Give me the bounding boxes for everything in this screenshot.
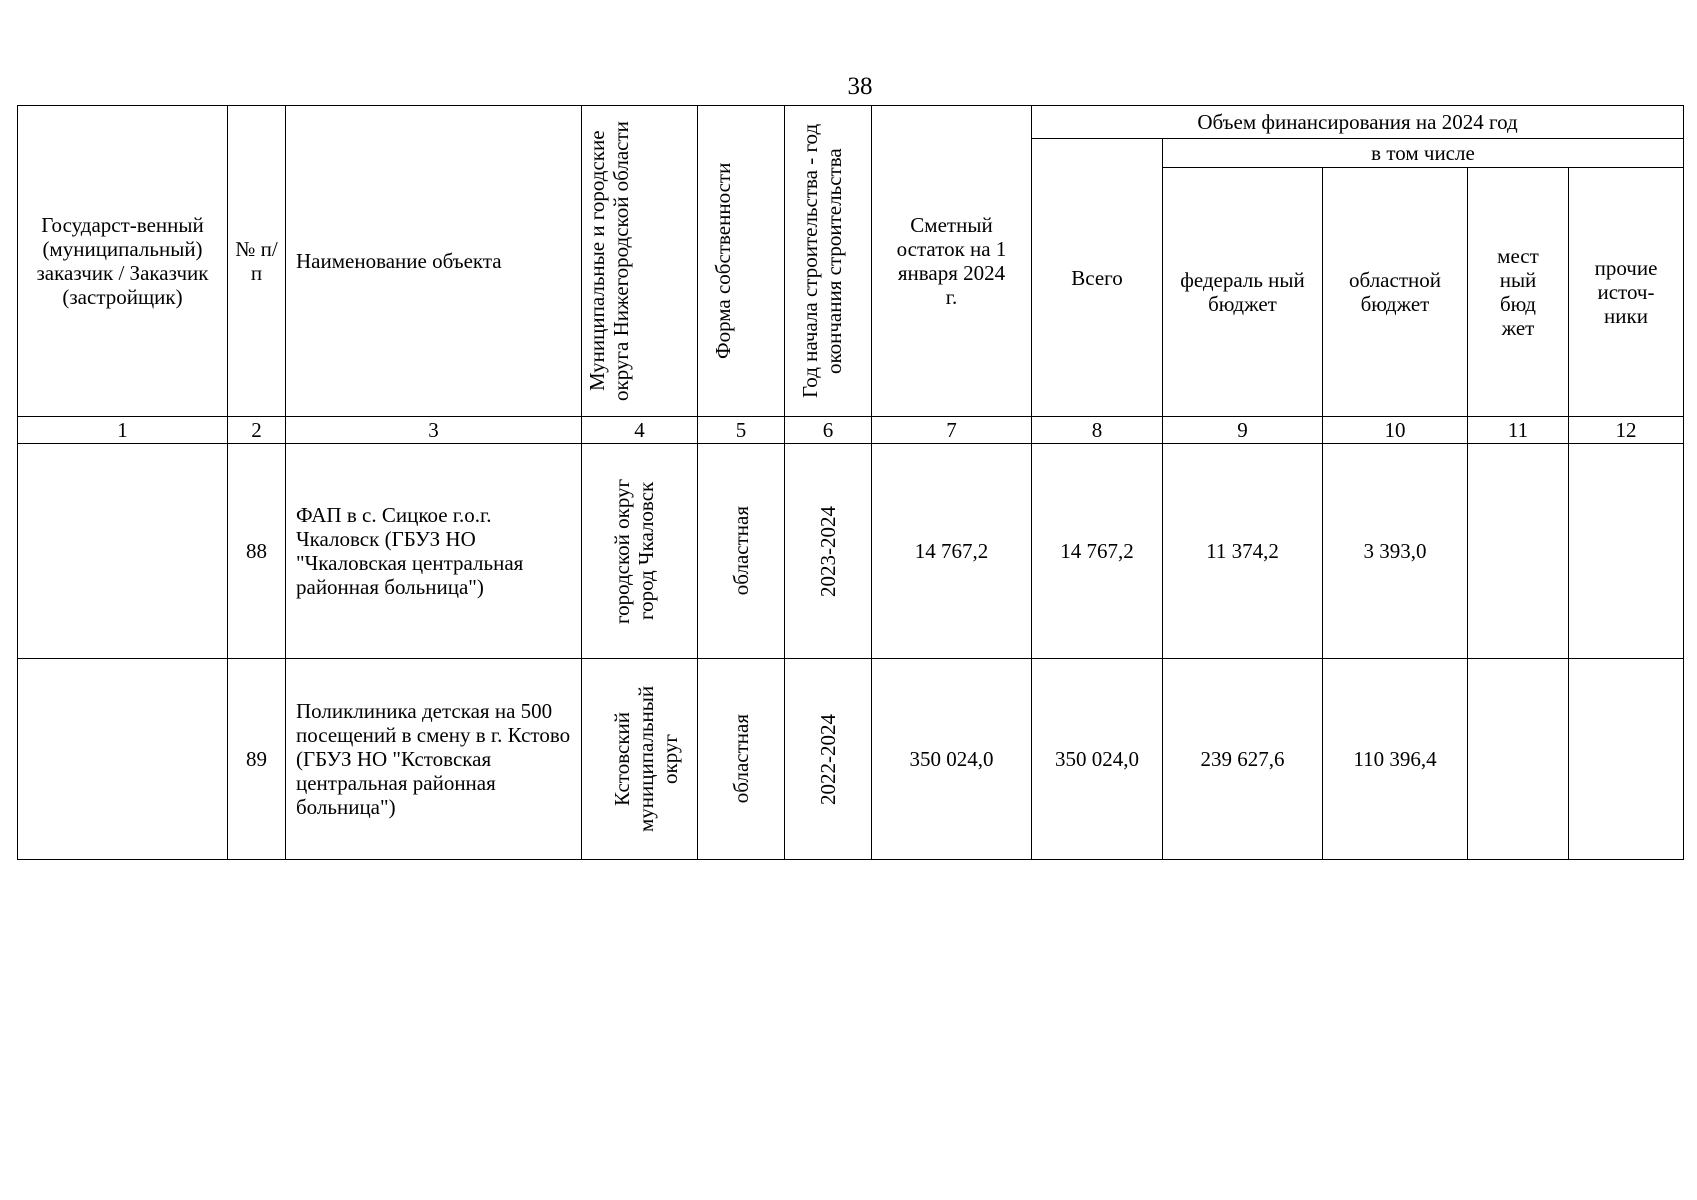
construction-financing-table <box>17 105 1684 860</box>
page-number: 38 <box>847 73 873 100</box>
header-regional: областной бюджет <box>1323 168 1468 417</box>
header-number: № п/п <box>228 106 286 417</box>
column-number: 9 <box>1163 417 1323 444</box>
table-row <box>18 659 1684 860</box>
cell-municipality <box>582 659 698 860</box>
header-local: мест ный бюд жет <box>1468 168 1569 417</box>
cell-local <box>1468 444 1569 659</box>
header-financing: Объем финансирования на 2024 год <box>1032 106 1684 139</box>
column-number: 8 <box>1032 417 1163 444</box>
column-numbers-row <box>18 417 1684 444</box>
cell-object-name: ФАП в с. Сицкое г.о.г. Чкаловск (ГБУЗ НО "Чкаловская центральная районная больница") <box>286 444 582 659</box>
cell-federal: 11 374,2 <box>1163 444 1323 659</box>
header-including: в том числе <box>1163 139 1684 168</box>
column-number: 2 <box>228 417 286 444</box>
column-number: 12 <box>1569 417 1684 444</box>
cell-ownership <box>698 659 785 860</box>
header-other: прочие источ-ники <box>1569 168 1684 417</box>
header-years-text: Год начала строительства - год окончания строительства <box>798 123 846 399</box>
column-number: 10 <box>1323 417 1468 444</box>
cell-ownership <box>698 444 785 659</box>
cell-local <box>1468 659 1569 860</box>
cell-object-name: Поликлиника детская на 500 посещений в смену в г. Кстово (ГБУЗ НО "Кстовская центральная районная больница") <box>286 659 582 860</box>
cell-number: 89 <box>228 659 286 860</box>
cell-municipality <box>582 444 698 659</box>
cell-total: 14 767,2 <box>1032 444 1163 659</box>
column-number: 4 <box>582 417 698 444</box>
header-total: Всего <box>1032 139 1163 417</box>
header-municipality-text: Муниципальные и городские округа Нижегородской области <box>584 121 633 401</box>
cell-years-text: 2023-2024 <box>816 505 840 597</box>
cell-regional: 110 396,4 <box>1323 659 1468 860</box>
cell-years <box>785 659 872 860</box>
cell-other <box>1569 444 1684 659</box>
cell-customer <box>18 659 228 860</box>
header-customer: Государст-венный (муниципальный) заказчик / Заказчик (застройщик) <box>18 106 228 417</box>
cell-ownership-text: областная <box>729 506 753 596</box>
cell-other <box>1569 659 1684 860</box>
cell-number: 88 <box>228 444 286 659</box>
cell-ownership-text: областная <box>729 714 753 804</box>
cell-years-text: 2022-2024 <box>816 713 840 805</box>
cell-municipality-text: Кстовский муниципальный округ <box>609 685 682 833</box>
column-number: 3 <box>286 417 582 444</box>
column-number: 6 <box>785 417 872 444</box>
cell-total: 350 024,0 <box>1032 659 1163 860</box>
column-number: 11 <box>1468 417 1569 444</box>
header-ownership-text: Форма собственности <box>711 162 735 360</box>
cell-estimate: 350 024,0 <box>872 659 1032 860</box>
column-number: 5 <box>698 417 785 444</box>
column-number: 7 <box>872 417 1032 444</box>
cell-estimate: 14 767,2 <box>872 444 1032 659</box>
column-number: 1 <box>18 417 228 444</box>
cell-municipality-text: городской округ город Чкаловск <box>609 478 658 624</box>
header-years <box>785 106 872 417</box>
header-object-name: Наименование объекта <box>286 106 582 417</box>
table-row <box>18 444 1684 659</box>
cell-customer <box>18 444 228 659</box>
cell-regional: 3 393,0 <box>1323 444 1468 659</box>
header-municipality <box>582 106 698 417</box>
cell-years <box>785 444 872 659</box>
cell-federal: 239 627,6 <box>1163 659 1323 860</box>
header-ownership <box>698 106 785 417</box>
header-federal: федераль ный бюджет <box>1163 168 1323 417</box>
header-estimate: Сметный остаток на 1 января 2024 г. <box>872 106 1032 417</box>
